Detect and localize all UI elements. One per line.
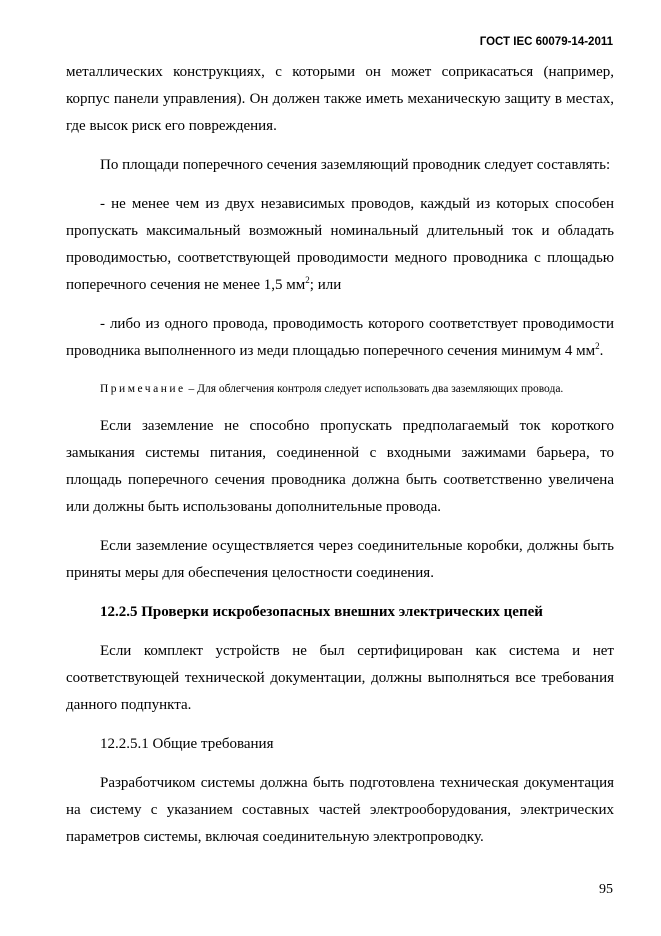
list-item-text: - либо из одного провода, проводимость которого соответствует проводимости проводника выполненного из меди площадью поперечного сечения минимум 4 мм [66,316,614,359]
superscript: 2 [305,275,310,285]
paragraph-system-certification: Если комплект устройств не был сертифицирован как система и нет соответствующей технической документации, должны выполняться все требования данного подпункта. [66,643,614,713]
note [66,377,614,401]
list-item-tail: . [599,343,604,359]
paragraph-continuation: металлических конструкциях, с которыми он может соприкасаться (например, корпус панели управления). Он должен также иметь механическую защиту в местах, где высок риск его повреждения. [66,64,614,134]
superscript: 2 [595,341,600,351]
list-item-two-wires [66,191,614,299]
note-label: Примечание [100,383,186,395]
body-text [66,59,614,851]
list-item-one-wire [66,311,614,365]
subsection-heading: 12.2.5.1 Общие требования [100,736,274,752]
list-item-tail: ; или [309,277,342,293]
note-text: – Для облегчения контроля следует использовать два заземляющих провода. [185,383,564,395]
document-code-header: ГОСТ IEC 60079-14-2011 [479,36,613,48]
paragraph-short-circuit: Если заземление не способно пропускать предполагаемый ток короткого замыкания системы питания, соединенной с входными зажимами барьера, то площадь поперечного сечения проводника должна быть соответственно увеличена или должны быть использованы дополнительные провода. [66,418,614,515]
paragraph-documentation: Разработчиком системы должна быть подготовлена техническая документация на систему с указанием составных частей электрооборудования, электрических параметров системы, включая соединительную электропроводку. [66,775,614,845]
paragraph-junction-boxes: Если заземление осуществляется через соединительные коробки, должны быть приняты меры для обеспечения целостности соединения. [66,538,614,581]
section-heading: 12.2.5 Проверки искробезопасных внешних электрических цепей [100,604,543,620]
list-item-text: - не менее чем из двух независимых проводов, каждый из которых способен пропускать максимальный возможный номинальный длительный ток и обладать проводимостью, соответствующей проводимости медного проводника с площадью поперечного сечения не менее 1,5 мм [66,196,614,293]
paragraph-cross-section-intro: По площади поперечного сечения заземляющий проводник следует составлять: [100,157,611,173]
page-number: 95 [599,882,613,897]
